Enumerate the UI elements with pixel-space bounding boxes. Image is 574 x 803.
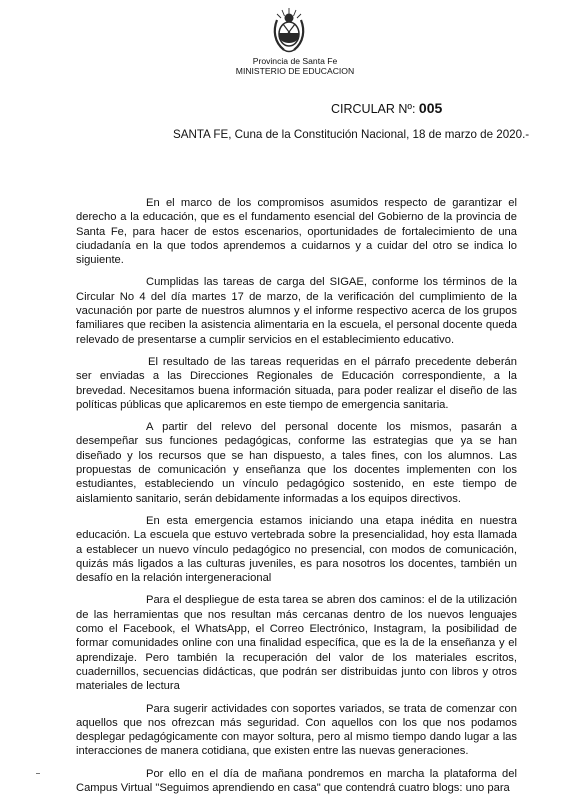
place-date-line: SANTA FE, Cuna de la Constitución Nacional, 18 de marzo de 2020.-	[173, 128, 530, 141]
paragraph: En esta emergencia estamos iniciando una etapa inédita en nuestra educación. La escuela que estuvo vertebrada sobre la presencialidad, hoy esta llamada a establecer un nuevo vínculo pedagógico no presencial, con modos de comunicación, quizás más ligados a las culturas juveniles, es para nosotros los docentes, también un desafío en la relación intergeneracional	[76, 514, 517, 585]
circular-label: CIRCULAR Nº:	[331, 102, 419, 116]
paragraph: Para sugerir actividades con soportes variados, se trata de comenzar con aquellos que nos ofrezcan más seguridad. Con aquellos con los que nos podamos desplegar pedagógicamente con mayor soltura, pero al mismo tiempo dando lugar a las interacciones de manera cotidiana, que existen entre las nuevas generaciones.	[76, 702, 517, 758]
margin-mark	[36, 773, 40, 774]
paragraph: Para el despliegue de esta tarea se abren dos caminos: el de la utilización de las herramientas que nos resultan más cercanas dentro de los nuevos lenguajes como el Facebook, el WhatsApp, el Correo Electrónico, Instagram, la posibilidad de formar comunidades online con una finalidad específica, que es la de la enseñanza y el aprendizaje. Pero también la recuperación del valor de los materiales escritos, cuadernillos, secuencias didácticas, que podrán ser distribuidas junto con libros y otros materiales de lectura	[76, 594, 517, 693]
paragraph: Por ello en el día de mañana pondremos en marcha la plataforma del Campus Virtual "Seguimos aprendiendo en casa" que contendrá cuatro blogs: uno para	[76, 767, 517, 794]
coat-of-arms-icon	[271, 6, 307, 54]
ministry-label: MINISTERIO DE EDUCACION	[235, 66, 355, 76]
paragraph: Cumplidas las tareas de carga del SIGAE, conforme los términos de la Circular No 4 del día martes 17 de marzo, de la verificación del cumplimiento de la vacunación por parte de nuestros alumnos y el informe respectivo acerca de los grupos familiares que reciben la asistencia alimentaria en la escuela, el personal docente queda relevado de presentarse a cumplir servicios en el establecimiento educativo.	[76, 276, 517, 346]
circular-heading	[331, 100, 442, 116]
document-body	[76, 196, 517, 803]
province-label: Provincia de Santa Fe	[252, 56, 338, 66]
paragraph: En el marco de los compromisos asumidos respecto de garantizar el derecho a la educación, que es el fundamento esencial del Gobierno de la provincia de Santa Fe, para hacer de estos escenarios, oportunidades de fortalecimiento de una ciudadanía en la que todos aprendemos a cuidarnos y a cuidar del otro se indica lo siguiente.	[76, 197, 517, 267]
circular-number: 005	[418, 100, 443, 116]
paragraph: El resultado de las tareas requeridas en el párrafo precedente deberán ser enviadas a las Direcciones Regionales de Educación correspondiente, a la brevedad. Necesitamos buena información situada, para poder realizar el diseño de las políticas públicas que aplicaremos en este tiempo de emergencia sanitaria.	[76, 355, 517, 411]
paragraph: A partir del relevo del personal docente los mismos, pasarán a desempeñar sus funciones pedagógicas, conforme las estrategias que ya se han diseñado y los recursos que se han dispuesto, a tales fines, con los alumnos. Las propuestas de comunicación y enseñanza que los docentes implementen con los estudiantes, estableciendo un vínculo pedagógico sostenido, en este tiempo de aislamiento sanitario, serán debidamente informadas a los equipos directivos.	[76, 421, 517, 505]
